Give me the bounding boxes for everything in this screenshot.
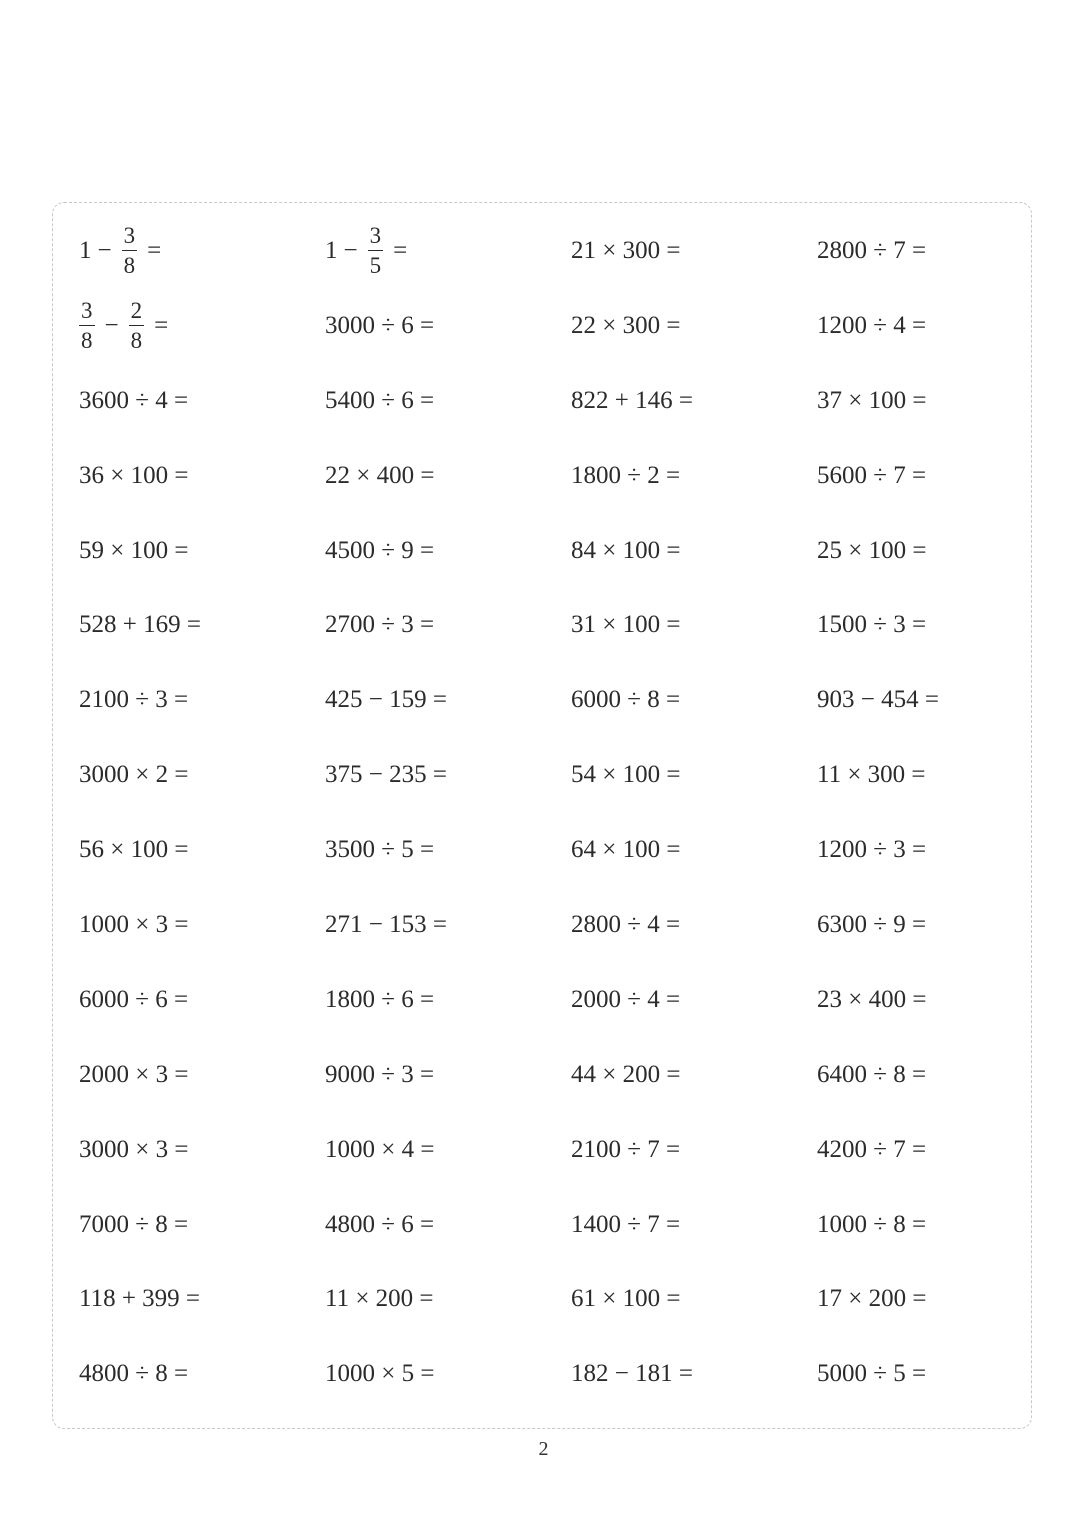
problem: 59 × 100 = [79, 536, 189, 564]
problem: 7000 ÷ 8 = [79, 1210, 189, 1238]
problem: 271 − 153 = [325, 910, 447, 938]
problem: 37 × 100 = [817, 386, 927, 414]
numerator: 3 [122, 224, 138, 251]
equals-sign: = [393, 236, 408, 264]
operator: − [97, 236, 112, 264]
fraction [368, 224, 384, 277]
problem: 3000 ÷ 6 = [325, 311, 435, 339]
problem: 1000 × 4 = [325, 1135, 435, 1163]
problem-fraction-1 [79, 213, 325, 288]
problem: 22 × 400 = [325, 461, 435, 489]
problem: 1400 ÷ 7 = [571, 1210, 681, 1238]
problem: 5600 ÷ 7 = [817, 461, 927, 489]
problem: 11 × 200 = [325, 1285, 434, 1313]
problem: 4800 ÷ 6 = [325, 1210, 435, 1238]
problem: 6300 ÷ 9 = [817, 910, 927, 938]
problem: 2700 ÷ 3 = [325, 611, 435, 639]
problem: 2100 ÷ 7 = [571, 1135, 681, 1163]
problem-grid [79, 213, 1029, 1411]
problem: 84 × 100 = [571, 536, 681, 564]
problem: 23 × 400 = [817, 985, 927, 1013]
problem: 5400 ÷ 6 = [325, 386, 435, 414]
fraction [122, 224, 138, 277]
numerator: 3 [79, 299, 95, 326]
denominator: 8 [81, 327, 93, 353]
problem: 31 × 100 = [571, 611, 681, 639]
problem: 822 + 146 = [571, 386, 693, 414]
denominator: 8 [123, 252, 136, 278]
problem: 1000 × 5 = [325, 1360, 435, 1388]
exercise-sheet [52, 202, 1032, 1429]
problem: 54 × 100 = [571, 761, 681, 789]
problem: 1500 ÷ 3 = [817, 611, 927, 639]
problem: 425 − 159 = [325, 686, 447, 714]
problem: 2000 × 3 = [79, 1060, 189, 1088]
problem: 3000 × 2 = [79, 761, 189, 789]
problem: 6400 ÷ 8 = [817, 1060, 927, 1088]
problem: 11 × 300 = [817, 761, 926, 789]
problem: 22 × 300 = [571, 311, 681, 339]
numerator: 3 [368, 224, 384, 251]
whole-number: 1 [79, 236, 92, 264]
problem: 1000 × 3 = [79, 910, 189, 938]
problem: 61 × 100 = [571, 1285, 681, 1313]
problem: 36 × 100 = [79, 461, 189, 489]
problem: 2800 ÷ 7 = [817, 236, 927, 264]
equals-sign: = [154, 311, 169, 339]
denominator: 8 [130, 327, 143, 353]
problem: 4200 ÷ 7 = [817, 1135, 927, 1163]
equals-sign: = [147, 236, 162, 264]
problem: 64 × 100 = [571, 836, 681, 864]
problem: 25 × 100 = [817, 536, 927, 564]
problem: 4800 ÷ 8 = [79, 1360, 189, 1388]
fraction [79, 299, 95, 352]
problem: 1800 ÷ 6 = [325, 985, 435, 1013]
problem: 9000 ÷ 3 = [325, 1060, 435, 1088]
fraction [129, 299, 145, 352]
denominator: 5 [369, 252, 382, 278]
problem: 21 × 300 = [571, 236, 681, 264]
problem: 375 − 235 = [325, 761, 447, 789]
problem: 56 × 100 = [79, 836, 189, 864]
problem: 528 + 169 = [79, 611, 201, 639]
problem: 182 − 181 = [571, 1360, 693, 1388]
problem: 6000 ÷ 6 = [79, 985, 189, 1013]
problem: 44 × 200 = [571, 1060, 681, 1088]
problem: 3600 ÷ 4 = [79, 386, 189, 414]
problem: 17 × 200 = [817, 1285, 927, 1313]
problem: 5000 ÷ 5 = [817, 1360, 927, 1388]
whole-number: 1 [325, 236, 338, 264]
problem: 4500 ÷ 9 = [325, 536, 435, 564]
problem: 2000 ÷ 4 = [571, 985, 681, 1013]
problem-fraction-3 [79, 288, 325, 363]
problem: 118 + 399 = [79, 1285, 201, 1313]
problem: 3500 ÷ 5 = [325, 836, 435, 864]
problem: 6000 ÷ 8 = [571, 686, 681, 714]
problem: 1200 ÷ 3 = [817, 836, 927, 864]
operator: − [343, 236, 358, 264]
problem: 1200 ÷ 4 = [817, 311, 927, 339]
problem: 2100 ÷ 3 = [79, 686, 189, 714]
numerator: 2 [129, 299, 145, 326]
page-number: 2 [538, 1438, 549, 1460]
problem: 1800 ÷ 2 = [571, 461, 681, 489]
problem: 903 − 454 = [817, 686, 939, 714]
problem: 3000 × 3 = [79, 1135, 189, 1163]
problem-fraction-2 [325, 213, 571, 288]
problem: 2800 ÷ 4 = [571, 910, 681, 938]
operator: − [104, 311, 119, 339]
problem: 1000 ÷ 8 = [817, 1210, 927, 1238]
